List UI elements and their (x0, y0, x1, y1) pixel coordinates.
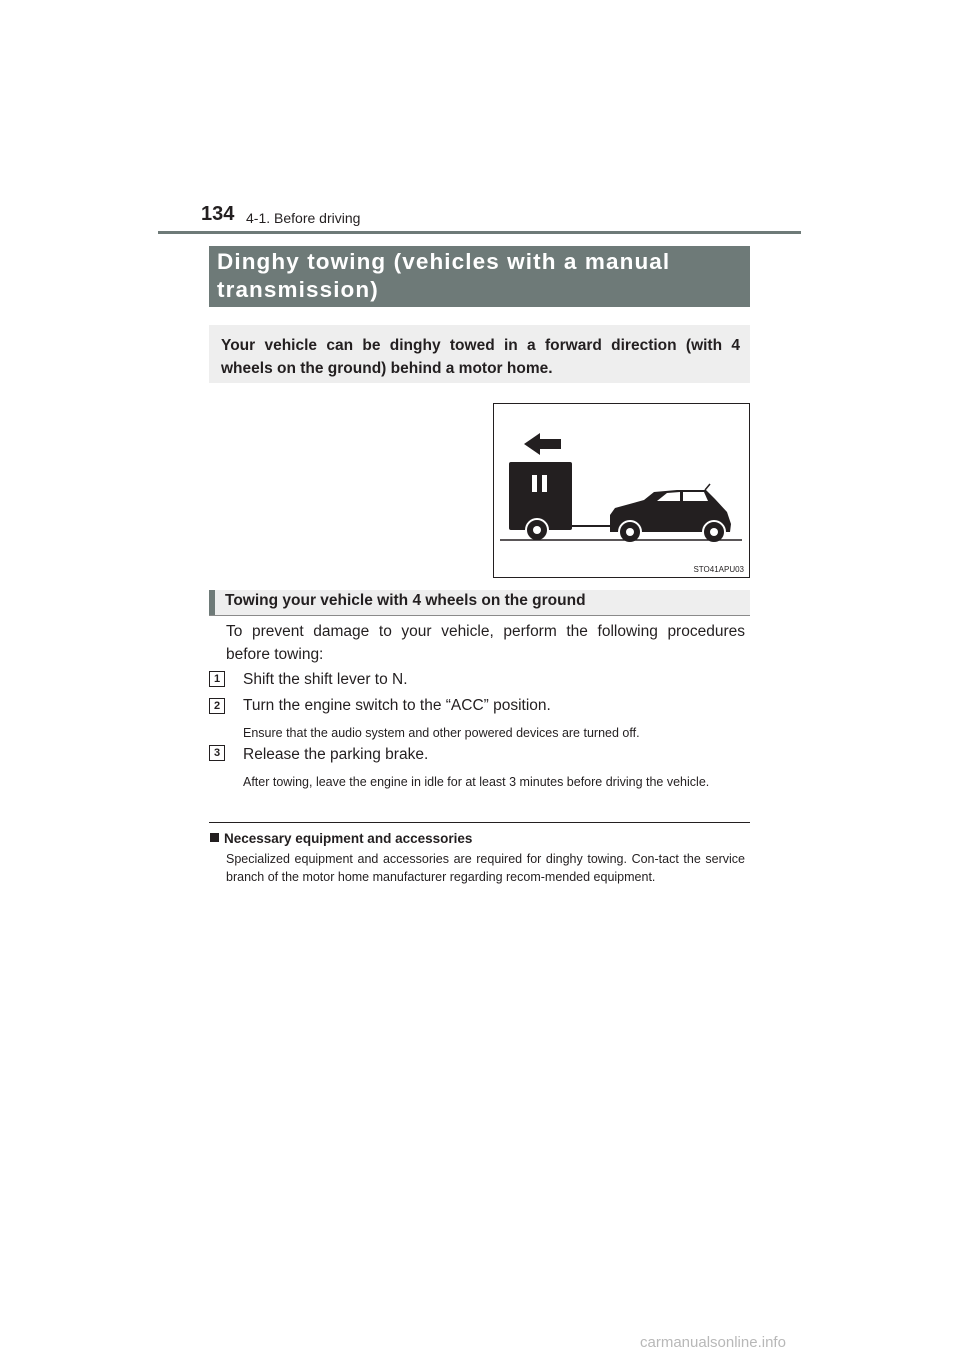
section-divider (209, 822, 750, 823)
header-divider (158, 231, 801, 234)
page-title: Dinghy towing (vehicles with a manual transmission) (217, 249, 671, 302)
body-paragraph: To prevent damage to your vehicle, perform the following procedures before towing: (226, 623, 745, 663)
step-number-badge: 3 (209, 745, 225, 761)
motor-home-window (532, 475, 537, 492)
subheading-bar (209, 590, 750, 616)
figure-code: STO41APU03 (693, 565, 744, 574)
square-bullet-icon (210, 833, 219, 842)
subheading-accent (209, 590, 215, 615)
section-breadcrumb: 4-1. Before driving (246, 210, 361, 226)
step-number-badge: 1 (209, 671, 225, 687)
step-text: Shift the shift lever to N. (243, 671, 408, 688)
car-roof-antenna (705, 484, 710, 490)
step-text: Turn the engine switch to the “ACC” position. (243, 697, 551, 714)
step-number-badge: 2 (209, 698, 225, 714)
towing-illustration (493, 403, 750, 578)
watermark: carmanualsonline.info (640, 1334, 786, 1351)
step-note: After towing, leave the engine in idle for at least 3 minutes before driving the vehicle. (243, 775, 710, 789)
towed-car-window (683, 492, 708, 501)
motor-home-window (542, 475, 547, 492)
step-note: Ensure that the audio system and other powered devices are turned off. (243, 726, 640, 740)
subheading: Towing your vehicle with 4 wheels on the ground (225, 592, 586, 609)
title-banner (209, 246, 750, 307)
note-text: Specialized equipment and accessories are required for dinghy towing. Con-tact the service branch of the motor home manufacturer regarding recom-mended equipment. (226, 852, 745, 884)
towing-diagram (494, 404, 749, 577)
note-heading-text: Necessary equipment and accessories (224, 831, 473, 846)
note-heading (210, 831, 472, 846)
step-text: Release the parking brake. (243, 746, 429, 763)
intro-text: Your vehicle can be dinghy towed in a forward direction (with 4 wheels on the ground) behind a motor home. (221, 337, 740, 377)
intro-box (209, 325, 750, 383)
page-number: 134 (201, 203, 235, 225)
direction-arrow-icon (524, 433, 561, 455)
